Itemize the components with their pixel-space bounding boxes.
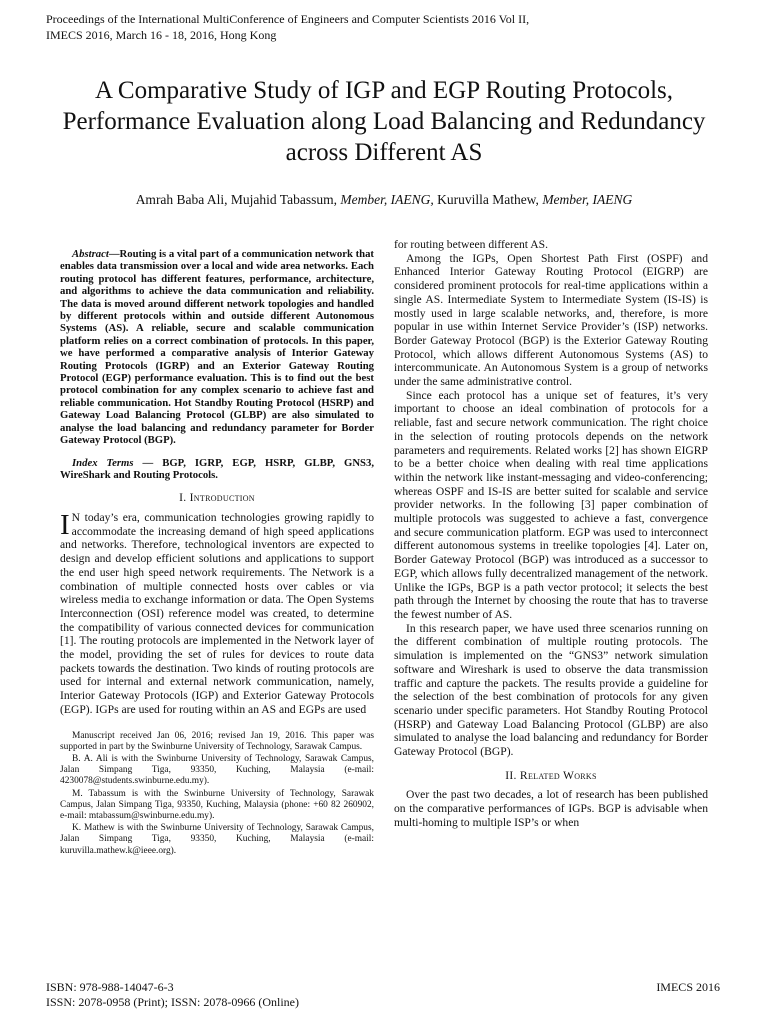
- section-heading-related-works: II. Related Works: [505, 768, 597, 782]
- isbn-line: ISBN: 978-988-14047-6-3: [46, 980, 174, 994]
- abstract: [60, 248, 374, 447]
- conference-header-line-1: Proceedings of the International MultiConference of Engineers and Computer Scientists 2016 Vol II,: [46, 12, 530, 26]
- index-terms-text: — BGP, IGRP, EGP, HSRP, GLBP, GNS3, WireShark and Routing Protocols.: [60, 456, 374, 481]
- intro-paragraph: [60, 511, 374, 717]
- right-column: [394, 238, 708, 830]
- right-paragraph-0: for routing between different AS.: [394, 238, 549, 251]
- section-heading-introduction: I. Introduction: [179, 491, 255, 505]
- right-paragraph-2: Since each protocol has a unique set of features, it’s very important to choose an ideal combination of protocols for a reliable, fast and secure network communication. The right choice in the selection of routing protocols depends on the network parameters and requirements. Related works [2] has shown EIGRP to be a better choice when dealing with real time applications within the network like instant-messaging and video-conferencing; whereas OSPF and IS-IS are better suited for scalable and service provider networks. In the following [3] paper combination of multiple protocols was suggested to achieve a fast, convergence and secure communication platform. EGP was used to interconnect different autonomous systems in treelike topologies [4]. Later on, Border Gateway Protocol (BGP) was introduced as a successor to EGP, which allows fully decentralized management of the network. Unlike the IGPs, BGP is a path vector protocol; it selects the best path through the Internet by choosing the route that has to traverse the fewest number of AS.: [394, 388, 708, 621]
- footnote-manuscript: Manuscript received Jan 06, 2016; revised Jan 19, 2016. This paper was supported in part by the Swinburne University of Technology, Sarawak Campus.: [60, 730, 374, 752]
- left-column: [60, 238, 374, 858]
- right-paragraph-1: Among the IGPs, Open Shortest Path First (OSPF) and Enhanced Interior Gateway Routing Protocol (EIGRP) are considered prominent protocols for real-time applications within a single AS. Intermediate System to Intermediate System (IS-IS) is mostly used in large scalable networks, and, therefore, is more popular in use within Internet Service Provider’s (ISP) networks. Border Gateway Protocol (BGP) is the Exterior Gateway Routing Protocol, which allows different Autonomous Systems (AS) to intercommunicate. An Autonomous System is a group of networks under the same administrative control.: [394, 251, 708, 389]
- footnote-author-2: M. Tabassum is with the Swinburne University of Technology, Sarawak Campus, Jalan Simpang Tiga, 93350, Kuching, Malaysia (phone: +60 82 260902, e-mail: mtabassum@swinburne.edu.my).: [60, 788, 374, 821]
- index-terms-lead: Index Terms: [72, 456, 134, 469]
- right-paragraph-4: Over the past two decades, a lot of research has been published on the comparative performances of IGPs. BGP is advisable when multi-homing to multiple ISP’s or when: [394, 788, 708, 829]
- author-names-2: Kuruvilla Mathew,: [437, 192, 539, 207]
- author-names-1: Amrah Baba Ali, Mujahid Tabassum,: [135, 192, 337, 207]
- paper-title: A Comparative Study of IGP and EGP Routing Protocols, Performance Evaluation along Load Balancing and Redundancy across Different AS: [62, 77, 706, 166]
- drop-cap: I: [60, 509, 70, 542]
- footnote-author-3: K. Mathew is with the Swinburne University of Technology, Sarawak Campus, Jalan Simpang Tiga, 93350, Kuching, Malaysia (e-mail: kuruvilla.mathew.k@ieee.org).: [60, 823, 374, 856]
- intro-paragraph-text: N today’s era, communication technologies growing rapidly to accommodate the increasing demand of high speed applications and networks. Therefore, technological inventors are expected to design and develop efficient solutions and applications to support the end user high speed network requirements. The Network is a combination of multiple connected hosts over cables or via wireless media to exchange information or data. The Open Systems Interconnection (OSI) reference model was created, to determine the compatibility of various connected devices for communication [1]. The routing protocols are implemented in the Network layer of the model, providing the set of rules for devices to route data packets towards the destination. Two kinds of routing protocols are used for internal and external network communication, namely, Interior Gateway Protocols (IGP) and Exterior Gateway Protocols (EGP). IGPs are used for routing within an AS and EGPs are used: [60, 511, 374, 716]
- issn-line: ISSN: 2078-0958 (Print); ISSN: 2078-0966 (Online): [46, 995, 299, 1009]
- conference-header-line-2: IMECS 2016, March 16 - 18, 2016, Hong Kong: [46, 28, 277, 42]
- footnote-author-1: B. A. Ali is with the Swinburne University of Technology, Sarawak Campus, Jalan Simpang Tiga, 93350, Kuching, Malaysia (e-mail: 4230078@students.swinburne.edu.my).: [60, 753, 374, 787]
- index-terms: [60, 457, 374, 482]
- footnotes: [60, 731, 374, 857]
- author-role-2: Member, IAENG: [542, 192, 633, 207]
- page-footer-right: IMECS 2016: [656, 980, 720, 994]
- page-footer-left: [46, 980, 299, 1010]
- right-paragraph-3: In this research paper, we have used three scenarios running on the different combination of multiple routing protocols. The simulation is implemented on the “GNS3” network simulation software and Wireshark is used to observe the data transmission traffic and capture the packets. The results provide a guideline for the selection of the best combination of protocols for any given scenario under specific parameters. Hot Standby Routing Protocol (HSRP) and Gateway Load Balancing Protocol (GLBP) are also simulated to analyse the load balancing and redundancy for Border Gateway Protocol (BGP).: [394, 621, 708, 759]
- author-role-1: Member, IAENG,: [340, 192, 434, 207]
- author-line: [60, 192, 708, 208]
- abstract-lead: Abstract: [72, 248, 109, 260]
- abstract-text: —Routing is a vital part of a communication network that enables data transmission over a local and wide area networks. Each routing protocol has different features, performance, architecture, and algorithms to achieve the data communication and reliability. The data is moved around different network topologies and handled by different protocols within and outside different Autonomous Systems (AS). A reliable, secure and scalable communication platform relies on a correct combination of protocols. In this paper, we have performed a comparative analysis of Interior Gateway Routing Protocols (IGRP) and an Exterior Gateway Routing Protocol (EGP) performance evaluation. This is to find out the best protocol combination for any complex scenario to achieve fast and reliable communication. Hot Standby Routing Protocol (HSRP) and Gateway Load Balancing Protocol (GLBP) are also simulated to analyse the load balancing and redundancy parameter for Border Gateway Protocol (BGP).: [60, 248, 374, 447]
